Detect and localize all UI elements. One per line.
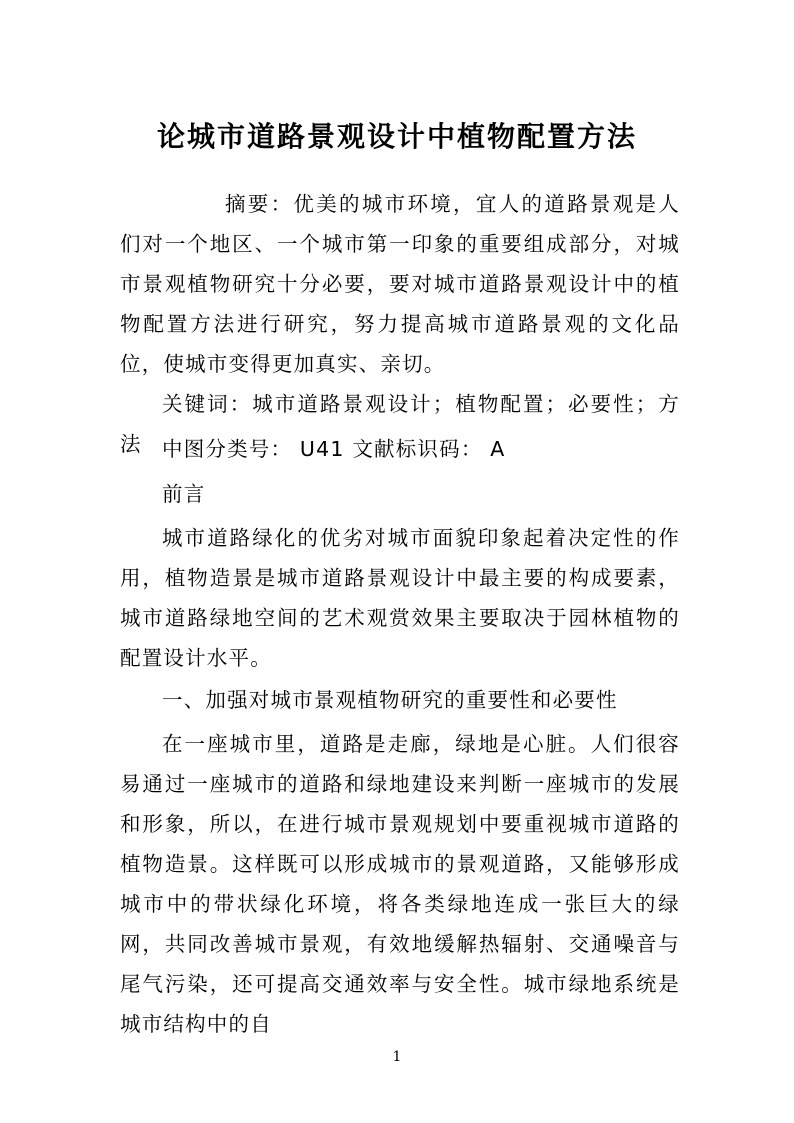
- keywords-line: 关键词：城市道路景观设计；植物配置；必要性；方法: [120, 392, 680, 456]
- preface-paragraph: 城市道路绿化的优劣对城市面貌印象起着决定性的作用，植物造景是城市道路景观设计中最主要的构成要素，城市道路绿地空间的艺术观赏效果主要取决于园林植物的配置设计水平。: [120, 526, 680, 670]
- abstract-paragraph: 摘要：优美的城市环境，宜人的道路景观是人们对一个地区、一个城市第一印象的重要组成部分，对城市景观植物研究十分必要，要对城市道路景观设计中的植物配置方法进行研究，努力提高城市道路景观的文化品位，使城市变得更加真实、亲切。: [120, 192, 680, 376]
- section1-paragraph: 在一座城市里，道路是走廊，绿地是心脏。人们很容易通过一座城市的道路和绿地建设来判断一座城市的发展和形象，所以，在进行城市景观规划中要重视城市道路的植物造景。这样既可以形成城市的景观道路，又能够形成城市中的带状绿化环境，将各类绿地连成一张巨大的绿网，共同改善城市景观，有效地缓解热辐射、交通噪音与尾气污染，还可提高交通效率与安全性。城市绿地系统是城市结构中的自: [120, 732, 680, 1036]
- page-number: 1: [392, 1049, 402, 1065]
- document-title: 论城市道路景观设计中植物配置方法: [156, 119, 637, 153]
- section1-heading: 一、加强对城市景观植物研究的重要性和必要性: [162, 688, 618, 712]
- classification-line: 中图分类号： U41 文献标识码： A: [162, 437, 506, 461]
- preface-heading: 前言: [162, 482, 206, 506]
